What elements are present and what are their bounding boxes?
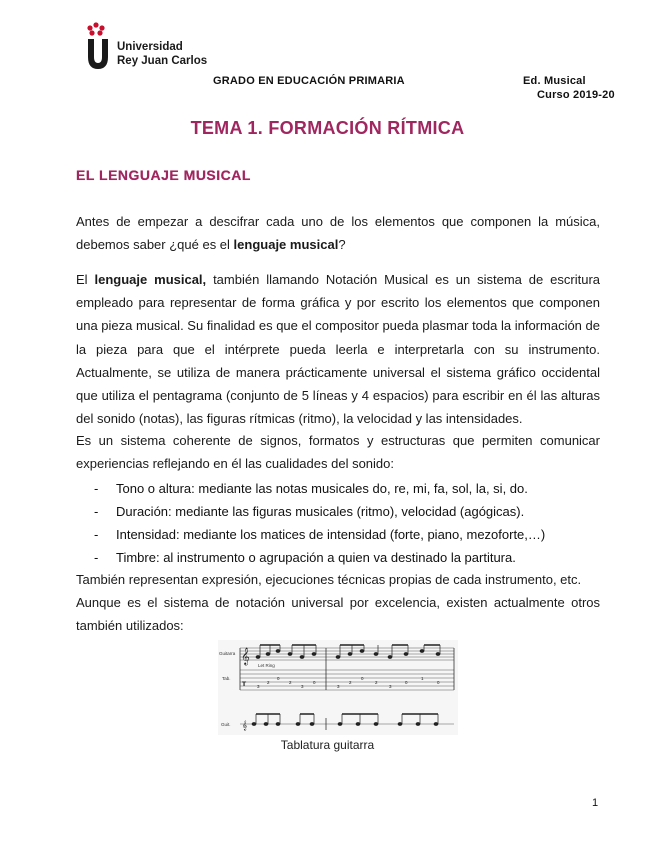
guitar-notes <box>256 645 440 659</box>
svg-text:2: 2 <box>375 680 378 685</box>
svg-text:0: 0 <box>313 680 316 685</box>
svg-text:2: 2 <box>349 680 352 685</box>
svg-text:𝄞: 𝄞 <box>241 647 250 665</box>
list-item: - Intensidad: mediante los matices de intensidad (forte, piano, mezoforte,…) <box>94 523 594 546</box>
svg-text:0: 0 <box>405 680 408 685</box>
svg-text:2: 2 <box>267 680 270 685</box>
label-guitar: Guitarra <box>219 651 236 656</box>
keyword-lenguaje-musical-2: lenguaje musical, <box>94 272 207 287</box>
paragraph-other-systems: Aunque es el sistema de notación universal por excelencia, existen actualmente otros también utilizados: <box>76 595 600 634</box>
svg-text:0: 0 <box>277 676 280 681</box>
svg-text:1: 1 <box>421 676 424 681</box>
program-name: GRADO EN EDUCACIÓN PRIMARIA <box>213 75 405 87</box>
paragraph-expression: También representan expresión, ejecuciones técnicas propias de cada instrumento, etc. <box>76 572 582 587</box>
svg-text:3: 3 <box>337 684 340 689</box>
svg-text:3: 3 <box>389 684 392 689</box>
paragraph-system: Es un sistema coherente de signos, formatos y estructuras que permiten comunicar experiencias reflejando en él las cualidades del sonido: <box>76 433 600 472</box>
svg-text:0: 0 <box>437 680 440 685</box>
paragraph-intro: Antes de empezar a descifrar cada uno de los elementos que componen la música, debemos saber ¿qué es el lenguaje musical? <box>76 214 600 253</box>
logo-u-mark <box>88 39 108 69</box>
qualities-list <box>94 477 594 569</box>
list-item: - Timbre: al instrumento o agrupación a quien va destinado la partitura. <box>94 546 594 569</box>
university-line2: Rey Juan Carlos <box>117 55 208 67</box>
label-tab: Tab. <box>222 676 231 681</box>
svg-text:T: T <box>242 681 247 688</box>
logo-dots <box>87 22 104 35</box>
label-perc: Guit. <box>221 722 231 727</box>
university-line1: Universidad <box>117 41 183 53</box>
page-number: 1 <box>592 797 599 809</box>
svg-text:2: 2 <box>289 680 292 685</box>
section-title: EL LENGUAJE MUSICAL <box>76 167 251 183</box>
paragraph-definition: El lenguaje musical, también llamando Notación Musical es un sistema de escritura empleado para representar de forma gráfica y por escrito los elementos que componen una pieza musical. Su finalidad es que el compositor pueda plasmar toda la información de la pieza para que el intérprete pueda leerla e interpretarla con su instrumento. Actualmente, se utiliza de manera prácticamente universal el sistema gráfico occidental que utiliza el pentagrama (conjunto de 5 líneas y 4 espacios) para escribir en él las alturas del sonido (notas), las figuras rítmicas (ritmo), la velocidad y las intensidades. <box>76 272 601 427</box>
university-name <box>117 40 207 68</box>
tempo-mark: Let Ring <box>258 663 275 668</box>
subject-name: Ed. Musical <box>523 75 586 87</box>
svg-text:3: 3 <box>301 684 304 689</box>
svg-text:3: 3 <box>257 684 260 689</box>
keyword-lenguaje-musical: lenguaje musical <box>233 237 339 253</box>
svg-text:0: 0 <box>361 676 364 681</box>
page-title: TEMA 1. FORMACIÓN RÍTMICA <box>190 118 465 138</box>
tablature-figure <box>218 640 458 735</box>
svg-text:𝄞: 𝄞 <box>242 721 248 731</box>
list-item: - Duración: mediante las figuras musicales (ritmo), velocidad (agógicas). <box>94 500 594 523</box>
figure-caption: Tablatura guitarra <box>280 738 375 752</box>
clef-glyphs <box>241 647 250 731</box>
list-item: - Tono o altura: mediante las notas musicales do, re, mi, fa, sol, la, si, do. <box>94 477 594 500</box>
course-year: Curso 2019-20 <box>537 89 615 101</box>
